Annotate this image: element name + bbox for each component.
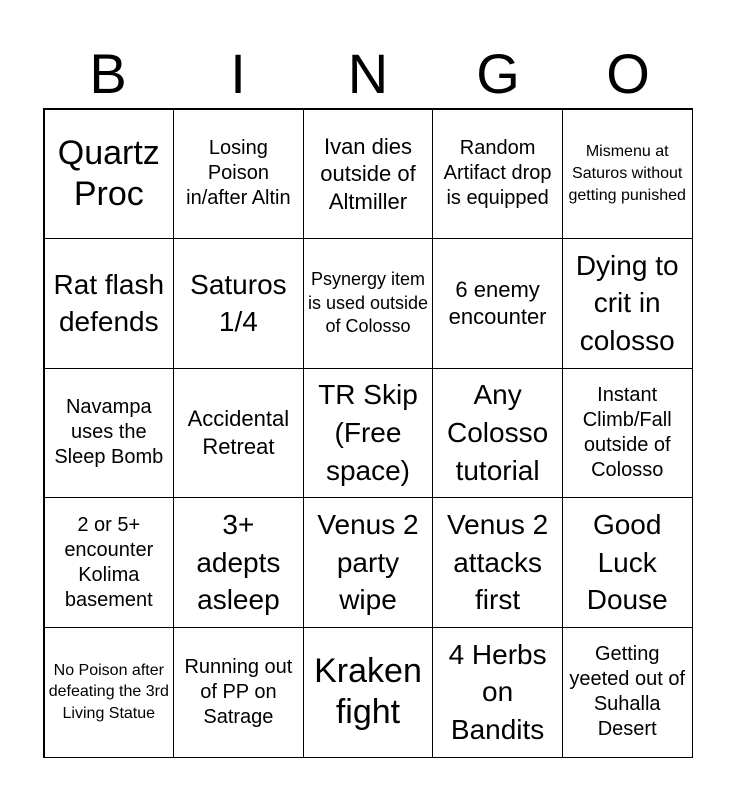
bingo-cell-r4c1[interactable]: 2 or 5+ encounter Kolima basement xyxy=(44,497,175,628)
bingo-cell-r3c3[interactable]: TR Skip (Free space) xyxy=(303,368,434,499)
bingo-cell-r1c1[interactable]: Quartz Proc xyxy=(44,109,175,240)
bingo-cell-r3c1[interactable]: Navampa uses the Sleep Bomb xyxy=(44,368,175,499)
header-letter-i: I xyxy=(230,42,246,105)
bingo-cell-r5c4[interactable]: 4 Herbs on Bandits xyxy=(432,627,563,758)
header-letter-o: O xyxy=(606,42,650,105)
bingo-cell-r2c2[interactable]: Saturos 1/4 xyxy=(173,238,304,369)
bingo-cell-r4c3[interactable]: Venus 2 party wipe xyxy=(303,497,434,628)
bingo-cell-r3c4[interactable]: Any Colosso tutorial xyxy=(432,368,563,499)
bingo-cell-r5c1[interactable]: No Poison after defeating the 3rd Living Statue xyxy=(44,627,175,758)
bingo-cell-r5c3[interactable]: Kraken fight xyxy=(303,627,434,758)
bingo-cell-r2c4[interactable]: 6 enemy encounter xyxy=(432,238,563,369)
bingo-header xyxy=(43,40,693,108)
bingo-cell-r2c3[interactable]: Psynergy item is used outside of Colosso xyxy=(303,238,434,369)
bingo-cell-r1c4[interactable]: Random Artifact drop is equipped xyxy=(432,109,563,240)
header-letter-g: G xyxy=(476,42,520,105)
bingo-cell-r1c2[interactable]: Losing Poison in/after Altin xyxy=(173,109,304,240)
bingo-card-grid xyxy=(43,108,693,758)
header-letter-n: N xyxy=(347,42,389,105)
bingo-cell-r5c5[interactable]: Getting yeeted out of Suhalla Desert xyxy=(562,627,693,758)
bingo-cell-r1c3[interactable]: Ivan dies outside of Altmiller xyxy=(303,109,434,240)
bingo-cell-r5c2[interactable]: Running out of PP on Satrage xyxy=(173,627,304,758)
header-letter-b: B xyxy=(89,42,127,105)
bingo-cell-r4c2[interactable]: 3+ adepts asleep xyxy=(173,497,304,628)
bingo-cell-r2c1[interactable]: Rat flash defends xyxy=(44,238,175,369)
bingo-cell-r3c2[interactable]: Accidental Retreat xyxy=(173,368,304,499)
bingo-cell-r3c5[interactable]: Instant Climb/Fall outside of Colosso xyxy=(562,368,693,499)
bingo-cell-r1c5[interactable]: Mismenu at Saturos without getting punished xyxy=(562,109,693,240)
bingo-cell-r2c5[interactable]: Dying to crit in colosso xyxy=(562,238,693,369)
bingo-cell-r4c4[interactable]: Venus 2 attacks first xyxy=(432,497,563,628)
bingo-cell-r4c5[interactable]: Good Luck Douse xyxy=(562,497,693,628)
